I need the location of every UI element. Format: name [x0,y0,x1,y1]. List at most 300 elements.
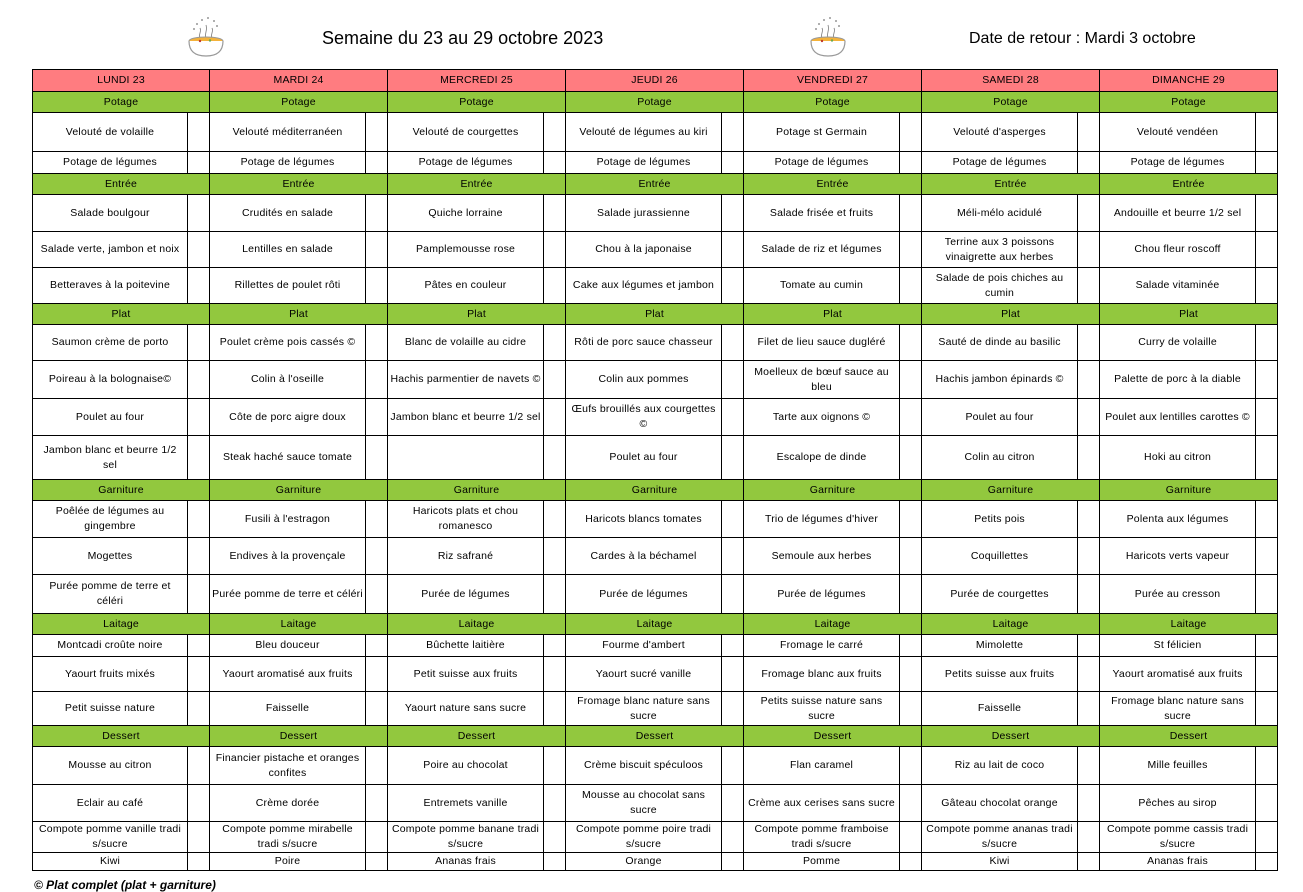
menu-item: Salade de pois chiches au cumin [922,268,1078,304]
section-label: Potage [1100,92,1278,113]
choice-box[interactable] [900,501,922,538]
choice-box[interactable] [366,195,388,232]
choice-box[interactable] [722,575,744,614]
section-header-row [33,726,1278,747]
choice-box[interactable] [1256,268,1278,304]
choice-box[interactable] [366,152,388,174]
section-label: Potage [922,92,1100,113]
choice-box[interactable] [722,692,744,726]
menu-item: Rôti de porc sauce chasseur [566,325,722,361]
choice-box[interactable] [722,325,744,361]
choice-box[interactable] [1256,152,1278,174]
menu-item: Hoki au citron [1100,436,1256,480]
menu-row [33,692,1278,726]
menu-item: Curry de volaille [1100,325,1256,361]
choice-box[interactable] [1078,325,1100,361]
menu-item: Purée de légumes [566,575,722,614]
menu-item: Petits suisse aux fruits [922,657,1078,692]
choice-box[interactable] [1078,232,1100,268]
menu-item: Cardes à la béchamel [566,538,722,575]
menu-item: Pamplemousse rose [388,232,544,268]
choice-box[interactable] [188,785,210,822]
menu-item: St félicien [1100,635,1256,657]
choice-box[interactable] [1256,399,1278,436]
menu-item: Gâteau chocolat orange [922,785,1078,822]
choice-box[interactable] [1078,538,1100,575]
choice-box[interactable] [366,113,388,152]
menu-item: Orange [566,853,722,871]
choice-box[interactable] [1256,436,1278,480]
menu-item: Endives à la provençale [210,538,366,575]
section-label: Potage [210,92,388,113]
menu-item: Chou à la japonaise [566,232,722,268]
menu-item: Poêlée de légumes au gingembre [33,501,188,538]
menu-item: Petits suisse nature sans sucre [744,692,900,726]
choice-box[interactable] [1256,692,1278,726]
soup-bowl-icon [806,12,850,60]
menu-item: Potage st Germain [744,113,900,152]
choice-box[interactable] [544,853,566,871]
choice-box[interactable] [366,692,388,726]
day-header: JEUDI 26 [566,70,744,92]
choice-box[interactable] [188,152,210,174]
choice-box[interactable] [1078,113,1100,152]
choice-box[interactable] [722,361,744,399]
choice-box[interactable] [1256,785,1278,822]
menu-item: Purée pomme de terre et céléri [210,575,366,614]
section-label: Plat [922,304,1100,325]
menu-item: Fromage le carré [744,635,900,657]
menu-item: Purée de légumes [744,575,900,614]
menu-item: Salade vitaminée [1100,268,1256,304]
choice-box[interactable] [1078,152,1100,174]
section-label: Garniture [388,480,566,501]
choice-box[interactable] [1078,268,1100,304]
section-header-row [33,92,1278,113]
day-header-row [33,70,1278,92]
choice-box[interactable] [1078,785,1100,822]
menu-row [33,853,1278,871]
menu-item: Potage de légumes [566,152,722,174]
choice-box[interactable] [544,501,566,538]
menu-row [33,747,1278,785]
page-header [0,0,1303,68]
choice-box[interactable] [1256,635,1278,657]
choice-box[interactable] [366,325,388,361]
section-label: Plat [388,304,566,325]
choice-box[interactable] [1256,195,1278,232]
choice-box[interactable] [900,325,922,361]
choice-box[interactable] [900,635,922,657]
section-header-row [33,174,1278,195]
choice-box[interactable] [544,436,566,480]
choice-box[interactable] [1256,853,1278,871]
menu-item: Ananas frais [388,853,544,871]
menu-item: Trio de légumes d'hiver [744,501,900,538]
choice-box[interactable] [722,822,744,853]
menu-item: Potage de légumes [33,152,188,174]
choice-box[interactable] [900,436,922,480]
menu-item: Poire au chocolat [388,747,544,785]
section-label: Laitage [33,614,210,635]
menu-item: Montcadi croûte noire [33,635,188,657]
choice-box[interactable] [722,436,744,480]
section-label: Potage [566,92,744,113]
menu-item: Mousse au citron [33,747,188,785]
menu-item: Velouté de volaille [33,113,188,152]
menu-item: Poulet crème pois cassés © [210,325,366,361]
choice-box[interactable] [544,692,566,726]
section-header-row [33,304,1278,325]
choice-box[interactable] [188,436,210,480]
choice-box[interactable] [1256,822,1278,853]
choice-box[interactable] [1078,692,1100,726]
choice-box[interactable] [722,657,744,692]
choice-box[interactable] [544,822,566,853]
section-label: Garniture [1100,480,1278,501]
menu-item: Faisselle [210,692,366,726]
section-label: Garniture [33,480,210,501]
menu-item: Compote pomme poire tradi s/sucre [566,822,722,853]
menu-item: Quiche lorraine [388,195,544,232]
choice-box[interactable] [544,268,566,304]
choice-box[interactable] [1256,113,1278,152]
menu-item: Fromage blanc nature sans sucre [1100,692,1256,726]
menu-item: Salade jurassienne [566,195,722,232]
section-label: Laitage [1100,614,1278,635]
menu-item: Escalope de dinde [744,436,900,480]
menu-item: Potage de légumes [210,152,366,174]
choice-box[interactable] [188,399,210,436]
menu-item: Financier pistache et oranges confites [210,747,366,785]
choice-box[interactable] [1256,657,1278,692]
menu-item: Compote pomme vanille tradi s/sucre [33,822,188,853]
choice-box[interactable] [544,325,566,361]
menu-item: Tomate au cumin [744,268,900,304]
menu-item: Fromage blanc aux fruits [744,657,900,692]
choice-box[interactable] [188,657,210,692]
choice-box[interactable] [188,268,210,304]
menu-item: Pêches au sirop [1100,785,1256,822]
menu-item: Entremets vanille [388,785,544,822]
choice-box[interactable] [544,113,566,152]
choice-box[interactable] [900,822,922,853]
choice-box[interactable] [366,501,388,538]
choice-box[interactable] [900,538,922,575]
choice-box[interactable] [188,113,210,152]
section-label: Dessert [566,726,744,747]
section-label: Dessert [1100,726,1278,747]
section-label: Entrée [33,174,210,195]
choice-box[interactable] [1256,747,1278,785]
section-label: Plat [33,304,210,325]
choice-box[interactable] [366,232,388,268]
choice-box[interactable] [1078,575,1100,614]
menu-item: Petits pois [922,501,1078,538]
choice-box[interactable] [188,692,210,726]
menu-row [33,785,1278,822]
menu-row [33,501,1278,538]
section-label: Potage [33,92,210,113]
choice-box[interactable] [188,361,210,399]
menu-item: Crème aux cerises sans sucre [744,785,900,822]
choice-box[interactable] [722,747,744,785]
menu-item: Pomme [744,853,900,871]
menu-item: Mille feuilles [1100,747,1256,785]
choice-box[interactable] [544,152,566,174]
section-label: Laitage [744,614,922,635]
choice-box[interactable] [722,232,744,268]
menu-item: Riz safrané [388,538,544,575]
section-label: Dessert [922,726,1100,747]
choice-box[interactable] [1256,361,1278,399]
choice-box[interactable] [1078,436,1100,480]
section-label: Laitage [922,614,1100,635]
choice-box[interactable] [544,399,566,436]
choice-box[interactable] [1078,635,1100,657]
menu-row [33,436,1278,480]
choice-box[interactable] [188,747,210,785]
section-label: Garniture [922,480,1100,501]
choice-box[interactable] [722,538,744,575]
menu-item: Moelleux de bœuf sauce au bleu [744,361,900,399]
menu-item: Compote pomme banane tradi s/sucre [388,822,544,853]
menu-item: Fourme d'ambert [566,635,722,657]
choice-box[interactable] [366,361,388,399]
choice-box[interactable] [1256,501,1278,538]
choice-box[interactable] [1256,538,1278,575]
menu-item: Crème dorée [210,785,366,822]
choice-box[interactable] [1256,575,1278,614]
choice-box[interactable] [544,195,566,232]
menu-item: Saumon crème de porto [33,325,188,361]
menu-item: Purée au cresson [1100,575,1256,614]
menu-item: Kiwi [922,853,1078,871]
choice-box[interactable] [722,195,744,232]
section-label: Dessert [33,726,210,747]
choice-box[interactable] [544,657,566,692]
menu-row [33,361,1278,399]
choice-box[interactable] [722,501,744,538]
menu-item: Steak haché sauce tomate [210,436,366,480]
menu-item: Œufs brouillés aux courgettes © [566,399,722,436]
menu-item: Purée pomme de terre et céléri [33,575,188,614]
menu-row [33,575,1278,614]
section-label: Plat [210,304,388,325]
section-label: Plat [566,304,744,325]
choice-box[interactable] [188,635,210,657]
menu-item: Hachis jambon épinards © [922,361,1078,399]
section-label: Plat [1100,304,1278,325]
choice-box[interactable] [722,399,744,436]
choice-box[interactable] [366,822,388,853]
section-label: Entrée [566,174,744,195]
menu-item: Faisselle [922,692,1078,726]
choice-box[interactable] [188,195,210,232]
choice-box[interactable] [1256,325,1278,361]
choice-box[interactable] [188,853,210,871]
choice-box[interactable] [1078,501,1100,538]
choice-box[interactable] [544,538,566,575]
section-label: Dessert [388,726,566,747]
choice-box[interactable] [188,325,210,361]
choice-box[interactable] [1078,822,1100,853]
section-label: Entrée [922,174,1100,195]
choice-box[interactable] [900,747,922,785]
menu-row [33,232,1278,268]
choice-box[interactable] [722,853,744,871]
menu-item: Filet de lieu sauce dugléré [744,325,900,361]
menu-item: Colin aux pommes [566,361,722,399]
day-header: LUNDI 23 [33,70,210,92]
return-date: Date de retour : Mardi 3 octobre [969,30,1196,47]
choice-box[interactable] [722,152,744,174]
menu-item: Crème biscuit spéculoos [566,747,722,785]
choice-box[interactable] [188,501,210,538]
menu-item: Yaourt aromatisé aux fruits [210,657,366,692]
choice-box[interactable] [366,853,388,871]
menu-item: Velouté vendéen [1100,113,1256,152]
menu-item: Haricots plats et chou romanesco [388,501,544,538]
choice-box[interactable] [1078,747,1100,785]
choice-box[interactable] [366,538,388,575]
choice-box[interactable] [366,399,388,436]
choice-box[interactable] [366,785,388,822]
menu-item: Betteraves à la poitevine [33,268,188,304]
menu-item: Mousse au chocolat sans sucre [566,785,722,822]
weekly-menu-table [32,69,1278,871]
menu-item: Jambon blanc et beurre 1/2 sel [33,436,188,480]
menu-item: Poulet au four [566,436,722,480]
menu-item: Hachis parmentier de navets © [388,361,544,399]
menu-item: Mimolette [922,635,1078,657]
menu-row [33,538,1278,575]
choice-box[interactable] [900,657,922,692]
choice-box[interactable] [1078,195,1100,232]
choice-box[interactable] [900,575,922,614]
section-label: Laitage [388,614,566,635]
choice-box[interactable] [900,232,922,268]
menu-item: Terrine aux 3 poissons vinaigrette aux herbes [922,232,1078,268]
section-label: Garniture [744,480,922,501]
choice-box[interactable] [366,635,388,657]
choice-box[interactable] [188,538,210,575]
choice-box[interactable] [722,268,744,304]
choice-box[interactable] [1078,657,1100,692]
choice-box[interactable] [900,692,922,726]
section-label: Entrée [210,174,388,195]
choice-box[interactable] [900,361,922,399]
menu-item: Petit suisse nature [33,692,188,726]
section-header-row [33,614,1278,635]
choice-box[interactable] [722,635,744,657]
menu-item: Fromage blanc nature sans sucre [566,692,722,726]
menu-item: Pâtes en couleur [388,268,544,304]
menu-item: Yaourt nature sans sucre [388,692,544,726]
menu-item: Yaourt aromatisé aux fruits [1100,657,1256,692]
choice-box[interactable] [366,436,388,480]
menu-item: Fusili à l'estragon [210,501,366,538]
choice-box[interactable] [1256,232,1278,268]
choice-box[interactable] [722,113,744,152]
menu-item: Haricots blancs tomates [566,501,722,538]
choice-box[interactable] [544,232,566,268]
week-title: Semaine du 23 au 29 octobre 2023 [322,28,604,48]
menu-item: Andouille et beurre 1/2 sel [1100,195,1256,232]
choice-box[interactable] [722,785,744,822]
choice-box[interactable] [544,575,566,614]
menu-row [33,399,1278,436]
choice-box[interactable] [188,822,210,853]
choice-box[interactable] [1078,361,1100,399]
choice-box[interactable] [544,785,566,822]
menu-item: Compote pomme mirabelle tradi s/sucre [210,822,366,853]
menu-item: Chou fleur roscoff [1100,232,1256,268]
choice-box[interactable] [366,657,388,692]
choice-box[interactable] [188,232,210,268]
choice-box[interactable] [366,575,388,614]
section-label: Laitage [566,614,744,635]
choice-box[interactable] [366,747,388,785]
menu-item: Jambon blanc et beurre 1/2 sel [388,399,544,436]
menu-item: Ananas frais [1100,853,1256,871]
menu-item: Poulet au four [33,399,188,436]
section-label: Dessert [744,726,922,747]
menu-row [33,195,1278,232]
section-label: Potage [388,92,566,113]
choice-box[interactable] [544,635,566,657]
choice-box[interactable] [1078,853,1100,871]
choice-box[interactable] [544,361,566,399]
menu-item: Haricots verts vapeur [1100,538,1256,575]
menu-item: Eclair au café [33,785,188,822]
menu-item: Riz au lait de coco [922,747,1078,785]
menu-row [33,113,1278,152]
menu-item: Salade de riz et légumes [744,232,900,268]
menu-item: Velouté de courgettes [388,113,544,152]
choice-box[interactable] [900,268,922,304]
menu-item: Colin au citron [922,436,1078,480]
menu-item: Purée de légumes [388,575,544,614]
section-label: Laitage [210,614,388,635]
menu-item: Côte de porc aigre doux [210,399,366,436]
menu-item: Semoule aux herbes [744,538,900,575]
section-label: Potage [744,92,922,113]
choice-box[interactable] [1078,399,1100,436]
menu-item: Bleu douceur [210,635,366,657]
choice-box[interactable] [900,399,922,436]
menu-item: Poulet aux lentilles carottes © [1100,399,1256,436]
menu-item: Méli-mélo acidulé [922,195,1078,232]
menu-item: Potage de légumes [1100,152,1256,174]
menu-item: Mogettes [33,538,188,575]
choice-box[interactable] [900,785,922,822]
menu-item: Poireau à la bolognaise© [33,361,188,399]
choice-box[interactable] [188,575,210,614]
menu-item: Potage de légumes [744,152,900,174]
menu-item: Compote pomme ananas tradi s/sucre [922,822,1078,853]
section-label: Entrée [1100,174,1278,195]
choice-box[interactable] [900,853,922,871]
choice-box[interactable] [544,747,566,785]
menu-item: Compote pomme cassis tradi s/sucre [1100,822,1256,853]
choice-box[interactable] [900,113,922,152]
section-header-row [33,480,1278,501]
choice-box[interactable] [900,195,922,232]
choice-box[interactable] [900,152,922,174]
choice-box[interactable] [366,268,388,304]
menu-row [33,268,1278,304]
